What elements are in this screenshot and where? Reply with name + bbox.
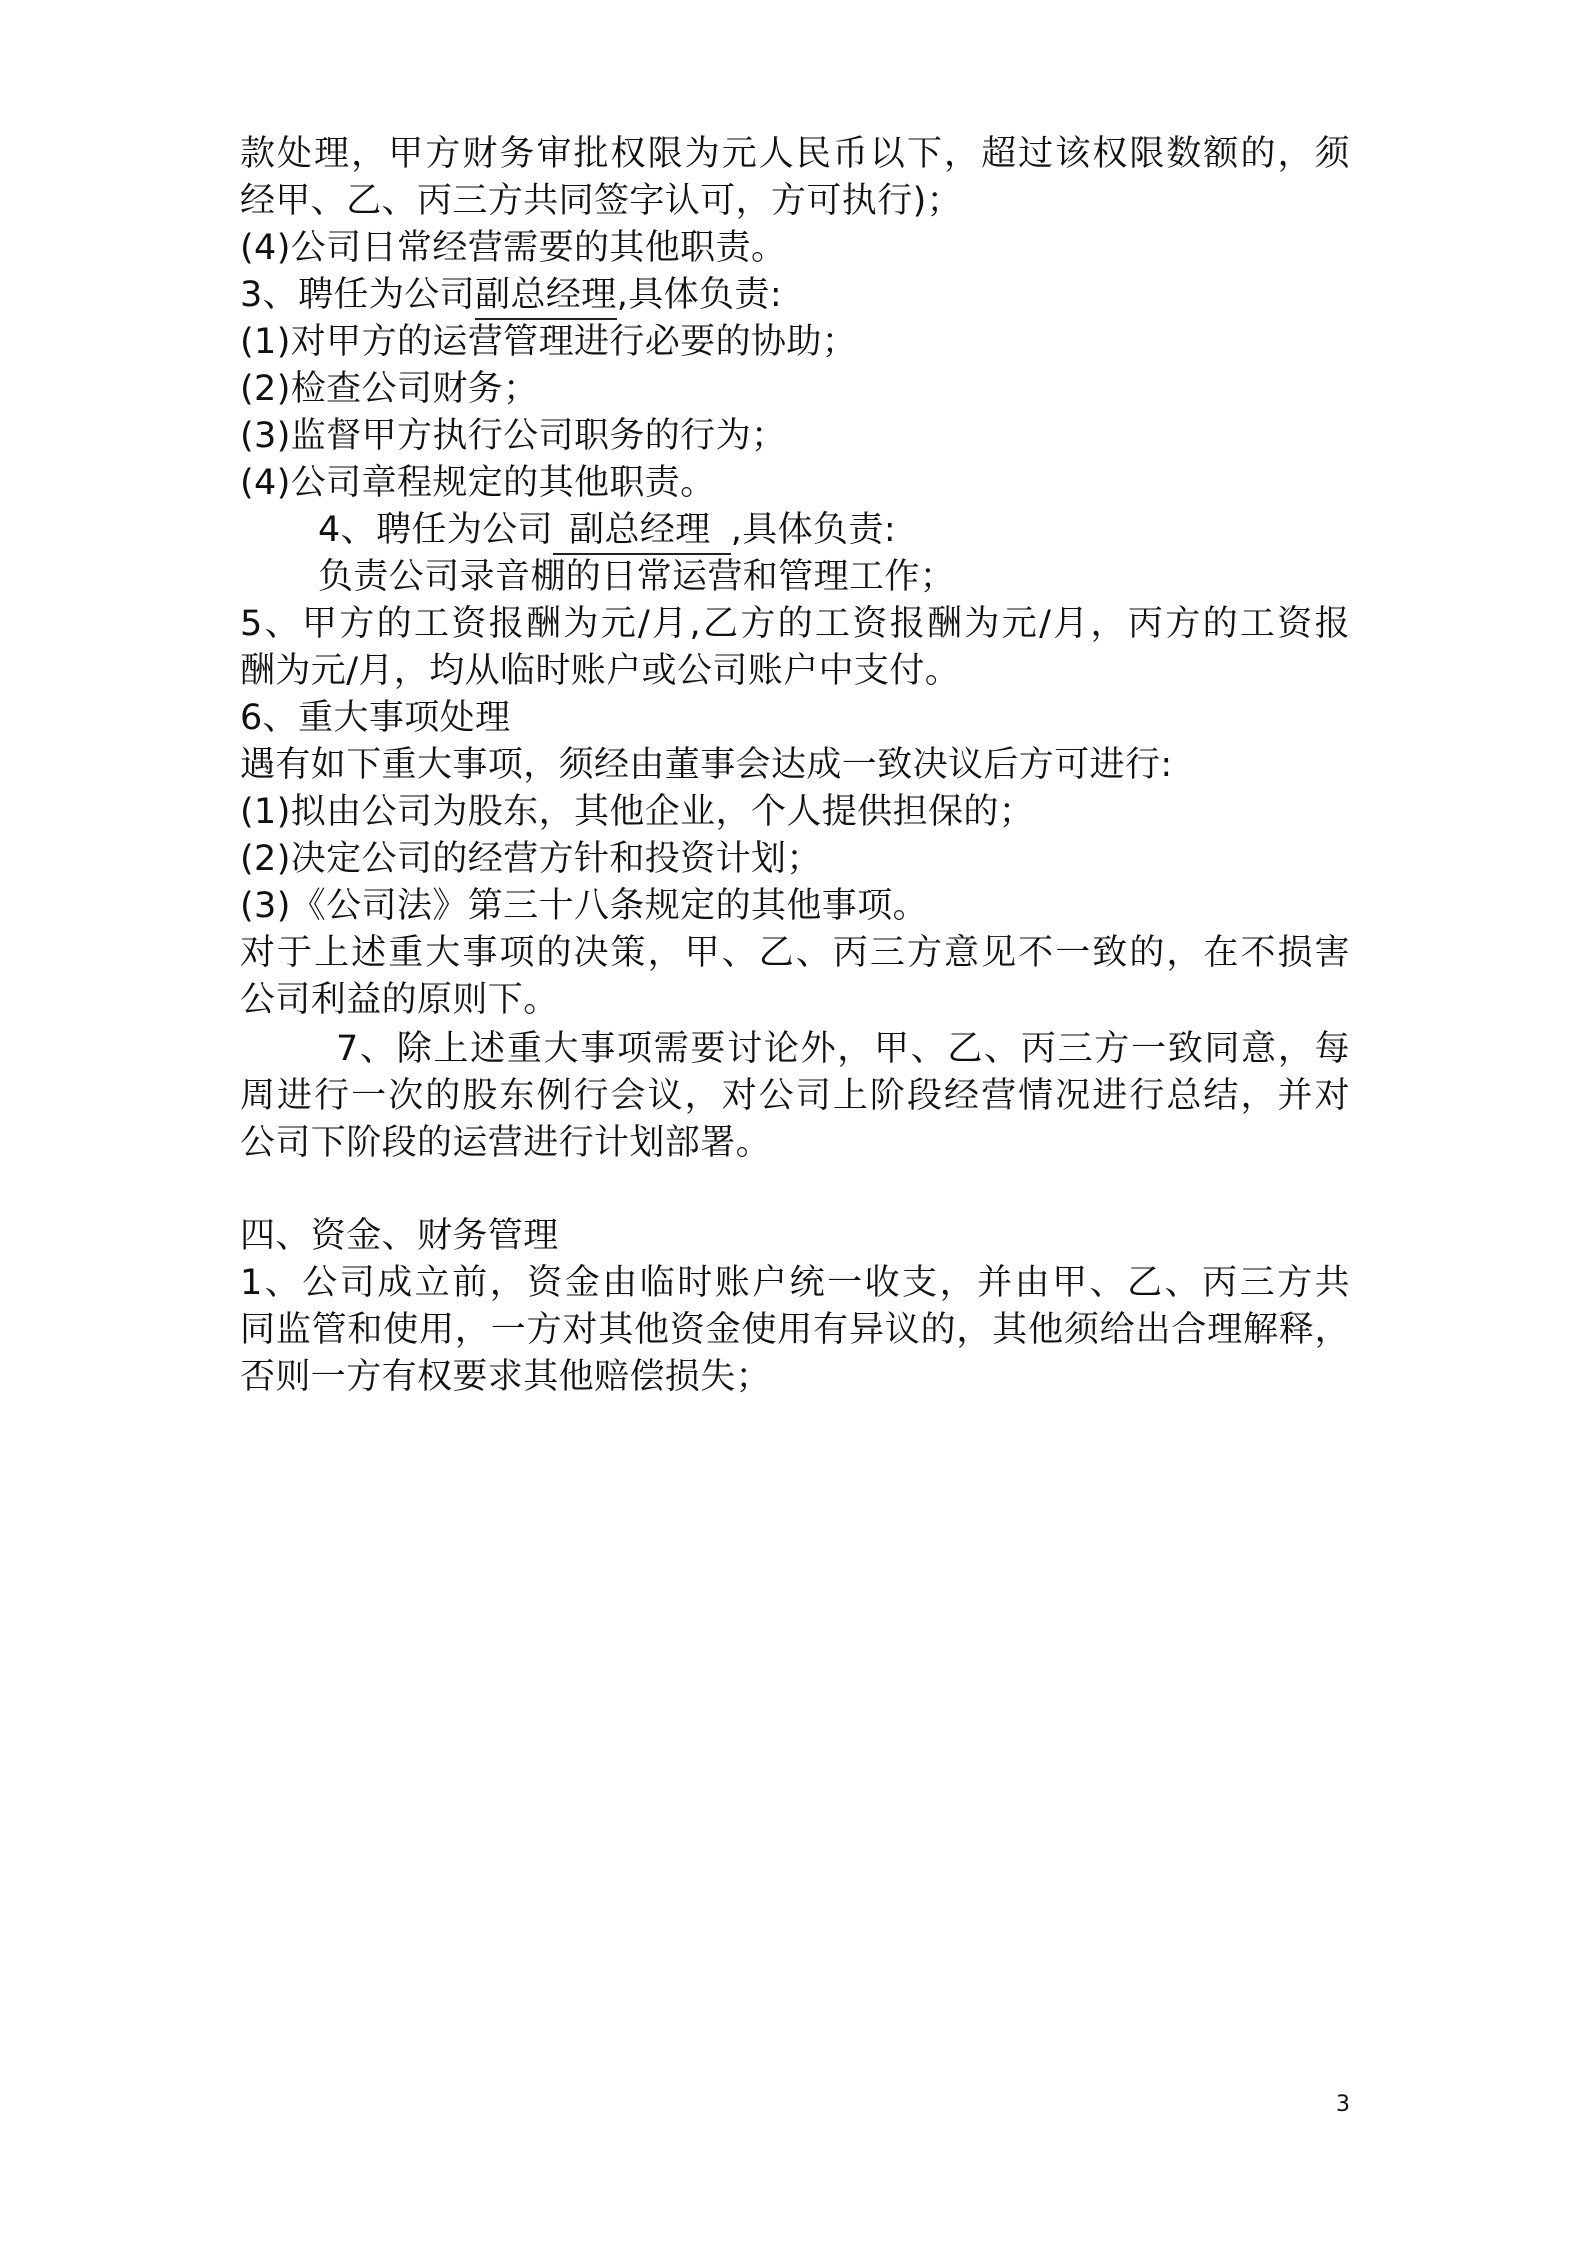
- line-prefix: 3、聘任为公司: [240, 275, 476, 315]
- text-line: 经甲、乙、丙三方共同签字认可，方可执行)；: [240, 181, 963, 221]
- underlined-position: 副总经理: [475, 276, 617, 320]
- text-line: 否则一方有权要求其他赔偿损失；: [240, 1357, 772, 1397]
- text-line: (3)《公司法》第三十八条规定的其他事项。: [240, 886, 928, 926]
- text-line: 款处理，甲方财务审批权限为元人民币以下，超过该权限数额的，须: [240, 134, 1350, 174]
- text-line: 1、公司成立前，资金由临时账户统一收支，并由甲、乙、丙三方共: [240, 1263, 1350, 1303]
- text-line: 同监管和使用，一方对其他资金使用有异议的，其他须给出合理解释，: [240, 1310, 1350, 1350]
- text-line-appointment-4: [318, 508, 896, 555]
- underlined-position: 副总经理: [553, 511, 731, 555]
- text-line-appointment-3: [240, 273, 782, 320]
- text-line: (3)监督甲方执行公司职务的行为；: [240, 416, 787, 456]
- section-heading: 6、重大事项处理: [240, 698, 511, 738]
- text-line: 负责公司录音棚的日常运营和管理工作；: [318, 557, 956, 597]
- text-line: (2)决定公司的经营方针和投资计划；: [240, 839, 822, 879]
- text-line: (1)拟由公司为股东，其他企业，个人提供担保的；: [240, 792, 1035, 832]
- text-line: 对于上述重大事项的决策，甲、乙、丙三方意见不一致的，在不损害: [240, 933, 1350, 973]
- line-suffix: ,具体负责:: [616, 275, 783, 315]
- line-prefix: 4、聘任为公司: [318, 510, 554, 550]
- section-heading: 四、资金、财务管理: [240, 1216, 559, 1256]
- text-line: 周进行一次的股东例行会议，对公司上阶段经营情况进行总结，并对: [240, 1076, 1350, 1116]
- text-line: 7、除上述重大事项需要讨论外，甲、乙、丙三方一致同意，每: [336, 1029, 1350, 1069]
- line-suffix: ,具体负责:: [730, 510, 897, 550]
- page-number: 3: [1336, 2092, 1350, 2117]
- text-line: 5、甲方的工资报酬为元/月,乙方的工资报酬为元/月，丙方的工资报: [240, 604, 1350, 644]
- text-line: 公司利益的原则下。: [240, 980, 559, 1020]
- text-line: (1)对甲方的运营管理进行必要的协助；: [240, 322, 858, 362]
- text-line: (4)公司日常经营需要的其他职责。: [240, 228, 787, 268]
- text-line: 公司下阶段的运营进行计划部署。: [240, 1123, 772, 1163]
- text-line: 酬为元/月，均从临时账户或公司账户中支付。: [240, 651, 961, 691]
- text-line: (2)检查公司财务；: [240, 369, 539, 409]
- text-line: 遇有如下重大事项，须经由董事会达成一致决议后方可进行:: [240, 745, 1173, 785]
- text-line: (4)公司章程规定的其他职责。: [240, 463, 716, 503]
